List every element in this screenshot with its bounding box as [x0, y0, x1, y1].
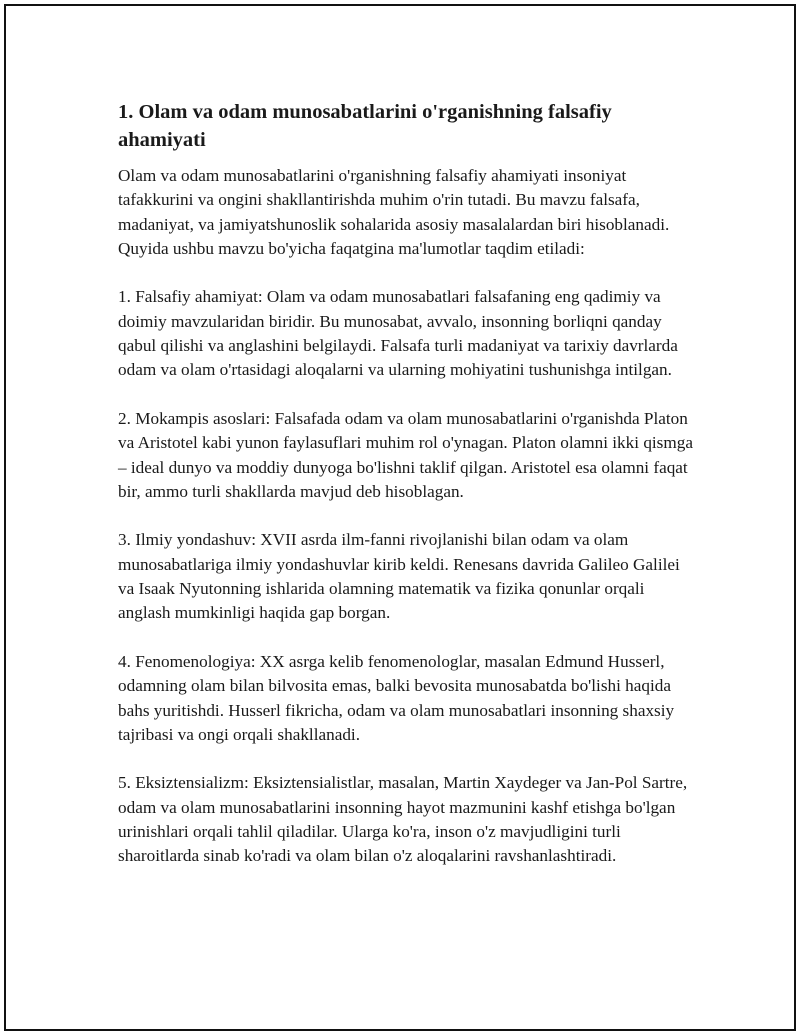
document-body [118, 98, 700, 893]
intro-paragraph: Olam va odam munosabatlarini o'rganishning falsafiy ahamiyati insoniyat tafakkurini va ongini shakllantirishda muhim o'rin tutadi. Bu mavzu falsafa, madaniyat, va jamiyatshunoslik sohalarida asosiy masalalardan biri hisoblanadi. Quyida ushbu mavzu bo'yicha faqatgina ma'lumotlar taqdim etiladi: [118, 166, 670, 258]
section-1-paragraph: 1. Falsafiy ahamiyat: Olam va odam munosabatlari falsafaning eng qadimiy va doimiy mavzularidan biridir. Bu munosabat, avvalo, insonning borliqni qanday qabul qilishi va anglashini belgilaydi. Falsafa turli madaniyat va tarixiy davrlarda odam va olam o'rtasidagi aloqalarni va ularning mohiyatini tushunishga intilgan. [118, 287, 678, 380]
section-5-paragraph: 5. Eksiztensializm: Eksiztensialistlar, masalan, Martin Xaydeger va Jan-Pol Sartre, odam va olam munosabatlarini insonning hayot mazmunini kashf etishga bo'lgan urinishlari orqali tahlil qiladilar. Ularga ko'ra, inson o'z mavjudligini turli sharoitlarda sinab ko'radi va olam bilan o'z aloqalarini ravshanlashtiradi. [118, 773, 688, 866]
section-4-paragraph: 4. Fenomenologiya: XX asrga kelib fenomenologlar, masalan Edmund Husserl, odamning olam bilan bilvosita emas, balki bevosita munosabatda bo'lishi haqida bahs yuritishdi. Husserl fikricha, odam va olam munosabatlari insonning shaxsiy tajribasi va ongi orqali shakllanadi. [118, 651, 675, 744]
document-page [4, 4, 796, 1031]
section-3-paragraph: 3. Ilmiy yondashuv: XVII asrda ilm-fanni rivojlanishi bilan odam va olam munosabatlariga ilmiy yondashuvlar kirib keldi. Renesans davrida Galileo Galilei va Isaak Nyutonning ishlarida olamning matematik va fizika qonunlar orqali anglash mumkinligi haqida gap borgan. [118, 530, 680, 623]
document-title: 1. Olam va odam munosabatlarini o'rganishning falsafiy ahamiyati [118, 101, 612, 151]
section-2-paragraph: 2. Mokampis asoslari: Falsafada odam va olam munosabatlarini o'rganishda Platon va Aristotel kabi yunon faylasuflari muhim rol o'ynagan. Platon olamni ikki qismga – ideal dunyo va moddiy dunyoga bo'lishni taklif qilgan. Aristotel esa olamni faqat bir, ammo turli shakllarda mavjud deb hisoblagan. [118, 408, 693, 501]
